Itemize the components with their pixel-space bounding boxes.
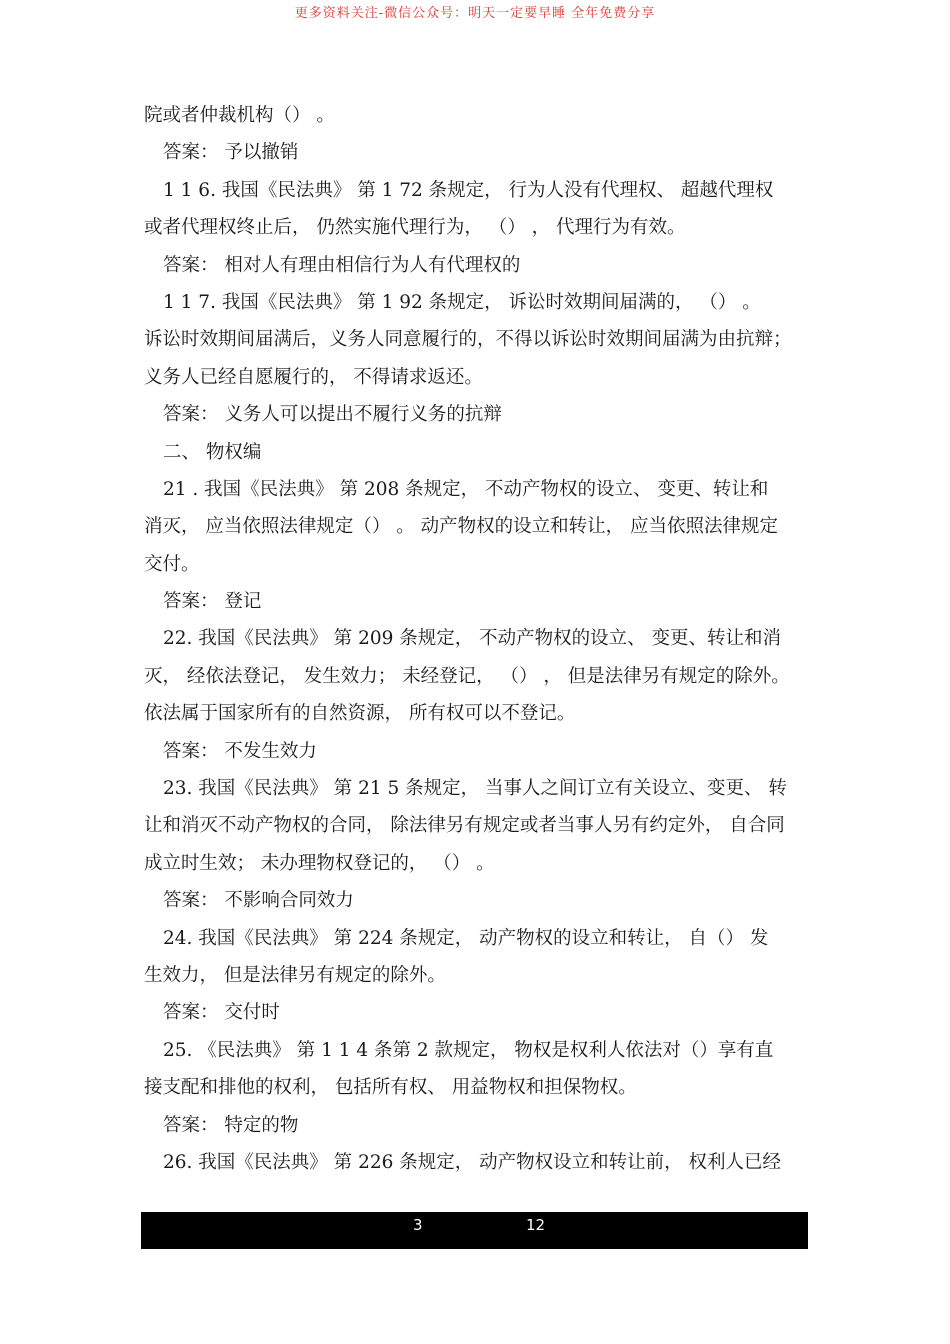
text-line: 二、 物权编 [163,441,262,463]
page-footer [141,1212,808,1249]
text-line: 答案： 登记 [163,591,262,613]
text-line: 诉讼时效期间届满后，义务人同意履行的，不得以诉讼时效期间届满为由抗辩； [144,329,792,351]
text-line: 答案： 义务人可以提出不履行义务的抗辩 [163,404,502,426]
text-line: 25. 《民法典》 第 1 1 4 条第 2 款规定， 物权是权利人依法对（）享有直 [163,1039,774,1061]
total-pages: 12 [526,1216,546,1234]
text-line: 答案： 相对人有理由相信行为人有代理权的 [163,254,521,276]
text-line: 答案： 不影响合同效力 [163,890,354,912]
text-line: 1 1 6. 我国《民法典》 第 1 72 条规定， 行为人没有代理权、 超越代理权 [163,179,774,201]
text-line: 院或者仲裁机构（） 。 [144,105,335,126]
text-line: 义务人已经自愿履行的， 不得请求返还。 [144,366,483,388]
header-watermark: 更多资料关注-微信公众号：明天一定要早睡 全年免费分享 [294,6,656,21]
text-line: 交付。 [144,553,200,575]
text-line: 24. 我国《民法典》 第 224 条规定， 动产物权的设立和转让， 自（） 发 [163,927,769,949]
text-line: 26. 我国《民法典》 第 226 条规定， 动产物权设立和转让前， 权利人已经 [163,1151,782,1173]
text-line: 答案： 不发生效力 [163,740,317,762]
text-line: 答案： 特定的物 [163,1114,299,1136]
text-line: 依法属于国家所有的自然资源， 所有权可以不登记。 [144,703,576,725]
text-line: 答案： 交付时 [163,1002,280,1024]
text-line: 灭， 经依法登记， 发生效力； 未经登记， （） ， 但是法律另有规定的除外。 [144,665,790,687]
text-line: 生效力， 但是法律另有规定的除外。 [144,964,446,986]
text-line: 让和消灭不动产物权的合同， 除法律另有规定或者当事人另有约定外， 自合同 [144,815,785,837]
text-line: 消灭， 应当依照法律规定（） 。 动产物权的设立和转让， 应当依照法律规定 [144,516,779,538]
text-line: 接支配和排他的权利， 包括所有权、 用益物权和担保物权。 [144,1077,637,1099]
text-line: 22. 我国《民法典》 第 209 条规定， 不动产物权的设立、 变更、转让和消 [163,628,782,650]
text-line: 答案： 予以撤销 [163,142,299,164]
text-line: 1 1 7. 我国《民法典》 第 1 92 条规定， 诉讼时效期间届满的， （） 。 [163,291,761,313]
text-line: 或者代理权终止后， 仍然实施代理行为， （） ， 代理行为有效。 [144,217,686,239]
text-line: 成立时生效； 未办理物权登记的， （） 。 [144,852,495,874]
page-number: 3 [413,1216,423,1234]
text-line: 23. 我国《民法典》 第 21 5 条规定， 当事人之间订立有关设立、变更、 转 [163,778,787,800]
document-body [144,97,808,1181]
text-line: 21 . 我国《民法典》 第 208 条规定， 不动产物权的设立、 变更、转让和 [163,478,769,500]
